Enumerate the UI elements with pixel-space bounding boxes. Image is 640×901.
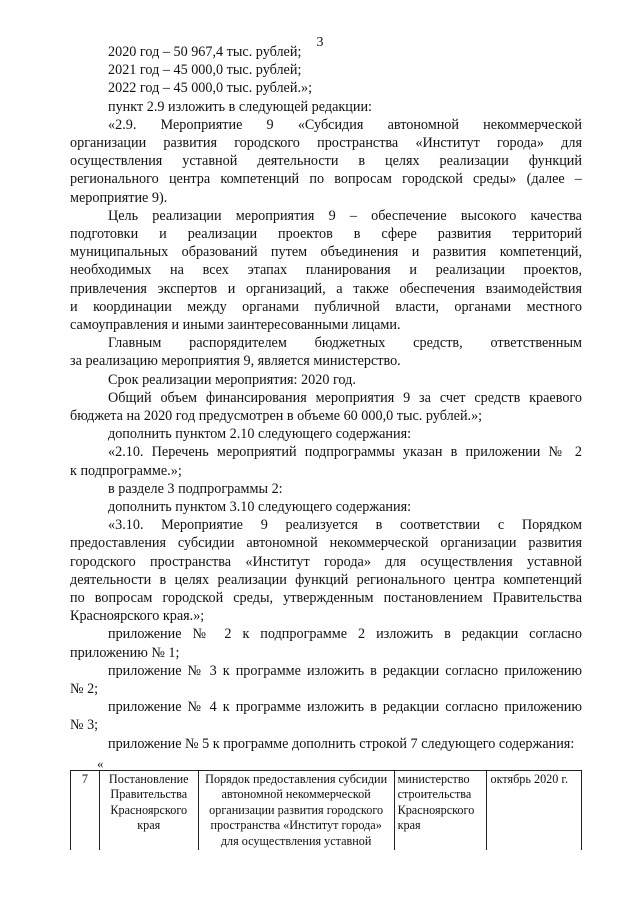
cell-name-line: пространства «Институт города» (210, 818, 382, 833)
text-line: по вопросам городской среды, утвержденным постановлением Правительства (70, 590, 582, 606)
cell-name-line: Порядок предоставления субсидии (205, 771, 388, 786)
quote-mark: « (97, 755, 104, 771)
text-line: и координации между органами публичной власти, органами местного (70, 298, 582, 315)
cell-name-line: автономной некоммерческой (221, 787, 371, 802)
text-line: Красноярского края.»; (70, 608, 205, 625)
page-number: 3 (316, 35, 324, 50)
text-line: приложение № 2 к подпрограмме 2 изложить в редакции согласно (108, 626, 582, 643)
text-line: 2022 год – 45 000,0 тыс. рублей.»; (108, 80, 313, 97)
text-line: регионального центра компетенций по вопросам городской среды» (далее – (70, 171, 582, 188)
text-line: приложение № 5 к программе дополнить строкой 7 следующего содержания: (108, 735, 575, 752)
text-line: осуществления уставной деятельности в целях реализации функций (70, 153, 582, 170)
text-line: приложение № 3 к программе изложить в редакции согласно приложению (108, 662, 582, 679)
text-line: к подпрограмме.»; (70, 462, 182, 479)
text-line: № 2; (70, 681, 99, 697)
cell-executor-line: министерство (397, 771, 470, 786)
text-line: бюджета на 2020 год предусмотрен в объеме 60 000,0 тыс. рублей.»; (70, 408, 483, 424)
cell-deadline: октябрь 2020 г. (487, 770, 582, 850)
text-line: организации развития городского пространства «Институт города» для (70, 135, 582, 151)
text-line: за реализацию мероприятия 9, является министерство. (70, 353, 401, 370)
text-line: Цель реализации мероприятия 9 – обеспечение высокого качества (108, 207, 582, 224)
cell-name (198, 770, 394, 850)
text-line: пункт 2.9 изложить в следующей редакции: (108, 98, 372, 115)
text-line: в разделе 3 подпрограммы 2: (108, 480, 283, 497)
text-line: «2.9. Мероприятие 9 «Субсидия автономной некоммерческой (108, 116, 582, 133)
text-line: дополнить пунктом 3.10 следующего содержания: (108, 499, 412, 515)
text-line: Общий объем финансирования мероприятия 9 за счет средств краевого (108, 389, 582, 406)
text-line: Главным распорядителем бюджетных средств, ответственным (108, 335, 582, 352)
text-line: дополнить пунктом 2.10 следующего содержания: (108, 426, 412, 443)
text-line: мероприятие 9). (70, 189, 168, 206)
cell-doc-type-line: Правительства (110, 787, 188, 802)
cell-doc-type (99, 770, 198, 850)
text-line: 2021 год – 45 000,0 тыс. рублей; (108, 62, 302, 79)
text-line: предоставления субсидии автономной некоммерческой организации развития (70, 535, 582, 552)
cell-executor (394, 770, 487, 850)
cell-name-line: организации развития городского (209, 802, 384, 817)
cell-doc-type-line: Постановление (108, 771, 189, 786)
cell-executor-line: Красноярского (397, 802, 475, 817)
text-line: приложение № 4 к программе изложить в редакции согласно приложению (108, 699, 582, 716)
table-row (71, 770, 582, 850)
cell-number: 7 (71, 770, 100, 850)
cell-executor-line: края (397, 818, 421, 833)
appendix-table (70, 770, 582, 850)
text-line: «2.10. Перечень мероприятий подпрограммы указан в приложении № 2 (108, 444, 582, 461)
text-line: № 3; (70, 717, 99, 734)
text-line: 2020 год – 50 967,4 тыс. рублей; (108, 44, 302, 60)
text-line: необходимых на всех этапах планирования и реализации проектов, (70, 262, 582, 279)
text-line: Срок реализации мероприятия: 2020 год. (108, 371, 356, 388)
cell-doc-type-line: края (137, 818, 161, 833)
text-line: самоуправления и иными заинтересованными лицами. (70, 317, 401, 333)
cell-doc-type-line: Красноярского (110, 802, 188, 817)
text-line: привлечения экспертов и организаций, а также обеспечения взаимодействия (70, 280, 582, 297)
text-line: подготовки и реализации проектов в сфере развития территорий (70, 226, 582, 242)
cell-executor-line: строительства (397, 787, 472, 802)
text-line: городского пространства «Институт города» для осуществления уставной (70, 553, 582, 570)
text-line: деятельности в целях реализации функций регионального центра компетенций (70, 571, 582, 588)
cell-name-line: для осуществления уставной (220, 833, 372, 848)
text-line: «3.10. Мероприятие 9 реализуется в соответствии с Порядком (108, 517, 582, 534)
text-line: приложению № 1; (70, 644, 180, 661)
text-line: муниципальных образований путем объединения и развития компетенций, (70, 244, 582, 261)
